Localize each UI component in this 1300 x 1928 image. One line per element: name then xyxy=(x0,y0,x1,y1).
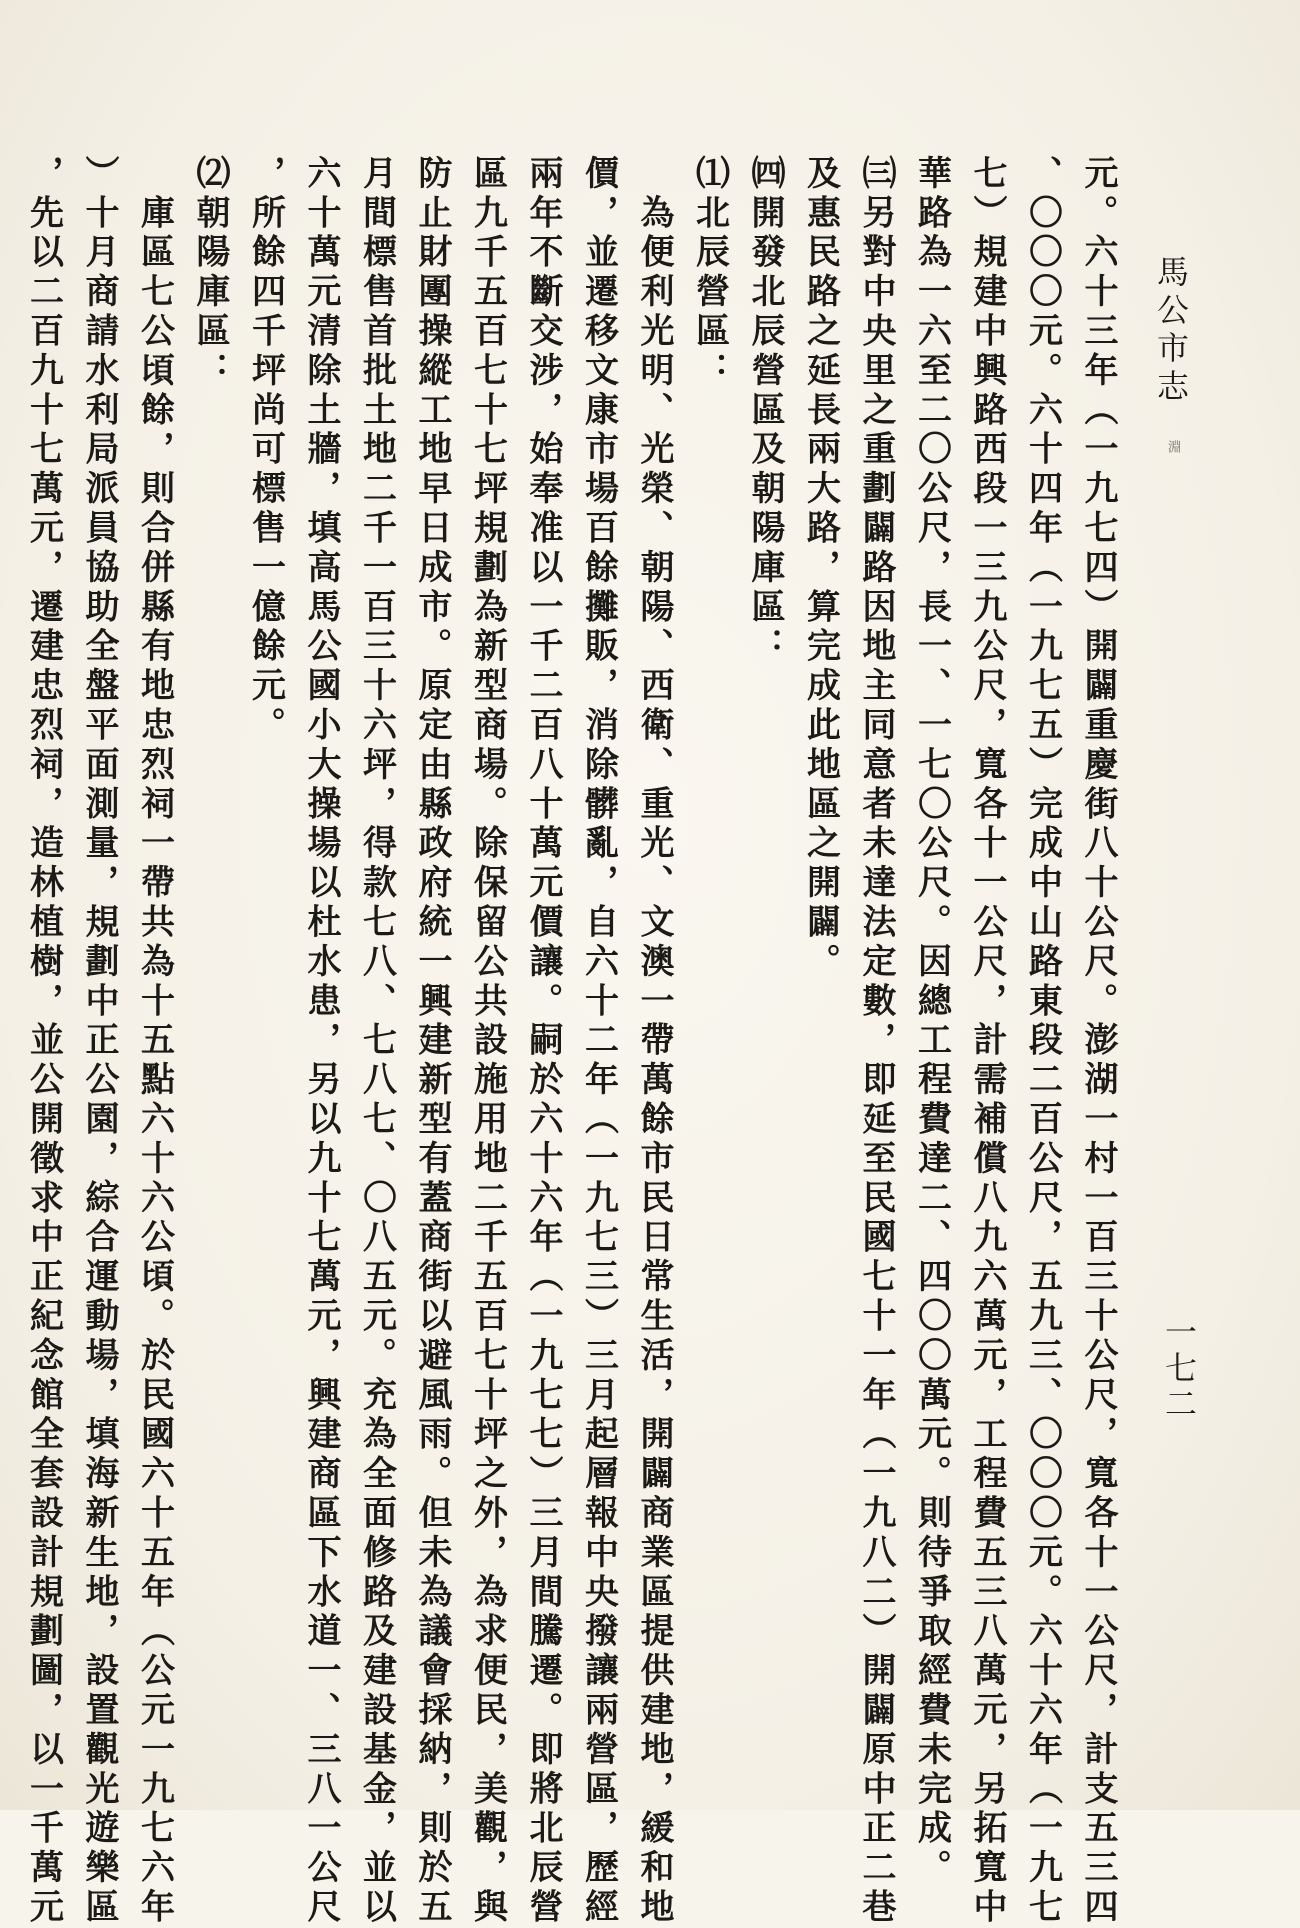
text-line: 月間標售首批土地二千一百三十六坪，得款七八、七八七、〇八五元。充為全面修路及建設基金，並以 xyxy=(356,155,397,1928)
text-line: 價，並遷移文康市場百餘攤販，消除髒亂，自六十二年︵一九七三︶三月起層報中央撥讓兩營區，歷經 xyxy=(578,155,619,1928)
body-text xyxy=(15,155,1125,1928)
text-line: 為便利光明、光榮、朝陽、西衛、重光、文澳一帶萬餘市民日常生活，開闢商業區提供建地，緩和地 xyxy=(634,155,674,1928)
text-line: 區九千五百七十七坪規劃為新型商場。除保留公共設施用地二千五百七十坪之外，為求便民，美觀，與 xyxy=(467,155,508,1928)
book-title: 馬公市志 xyxy=(1152,255,1190,407)
header-mark: 淵 xyxy=(1165,440,1180,453)
text-line: 兩年不斷交涉，始奉准以一千二百八十萬元價讓。嗣於六十六年︵一九七七︶三月間騰遷。即將北辰營 xyxy=(523,155,563,1928)
text-line: 七︶規建中興路西段一三九公尺，寬各十一公尺，計需補償八九六萬元，工程費五三八萬元，另拓寬中 xyxy=(967,155,1007,1928)
text-line: 華路為一六至二〇公尺，長一、一七〇公尺。因總工程費達二、四〇〇萬元。則待爭取經費未完成。 xyxy=(911,155,952,1889)
text-line: ，先以二百九十七萬元，遷建忠烈祠，造林植樹，並公開徵求中正紀念館全套設計規劃圖，以一千萬元 xyxy=(23,155,64,1928)
text-line: 六十萬元清除土牆，填高馬公國小大操場以杜水患，另以九十七萬元，興建商區下水道一、三八一公尺 xyxy=(301,155,341,1928)
text-line: ㈢另對中央里之重劃闢路因地主同意者未達法定數，即延至民國七十一年︵一九八二︶開闢原中正二巷 xyxy=(856,155,896,1928)
text-line: 庫區七公頃餘，則合併縣有地忠烈祠一帶共為十五點六十六公頃。於民國六十五年︵公元一九七六年 xyxy=(134,155,175,1928)
section-heading: ㈣開發北辰營區及朝陽庫區： xyxy=(745,155,785,668)
page-number: 一七二 xyxy=(1160,1315,1198,1423)
text-line: ︶十月商請水利局派員協助全盤平面測量，規劃中正公園，綜合運動場，填海新生地，設置觀光遊樂區 xyxy=(79,155,119,1928)
text-line: ，所餘四千坪尚可標售一億餘元。 xyxy=(245,155,286,746)
subsection-heading: ⑵朝陽庫區： xyxy=(190,155,230,392)
text-line: 防止財團操縱工地早日成市。原定由縣政府統一興建新型有蓋商街以避風雨。但未為議會採納，則於五 xyxy=(412,155,452,1928)
text-line: 、〇〇〇元。六十四年︵一九七五︶完成中山路東段二百公尺，五九三、〇〇〇元。六十六年︵一九七 xyxy=(1022,155,1063,1928)
text-line: 及惠民路之延長兩大路，算完成此地區之開闢。 xyxy=(800,155,841,983)
text-line: 元。六十三年︵一九七四︶開闢重慶街八十公尺。澎湖一村一百三十公尺，寬各十一公尺，計支五三四 xyxy=(1078,155,1118,1928)
subsection-heading: ⑴北辰營區： xyxy=(689,155,730,392)
